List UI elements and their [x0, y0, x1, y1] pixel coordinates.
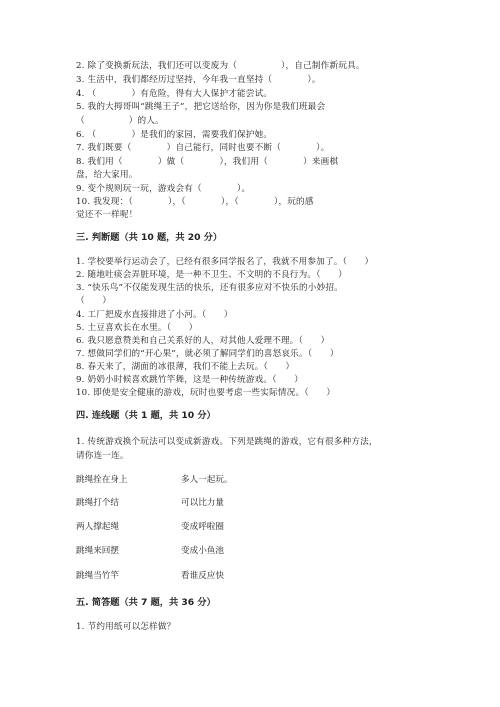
matching-right-item: 变成小鱼池 — [181, 546, 224, 556]
judge-q8: 8. 春天来了，湖面的冰很薄，我们不能上去玩。（ ） — [76, 362, 295, 372]
judge-q6: 6. 我只愿意赞美和自己关系好的人，对其他人爱理不理。（ ） — [76, 336, 330, 346]
judge-q9: 9. 奶奶小时候喜欢跳竹竿舞，这是一种传统游戏。（ ） — [76, 375, 304, 385]
judge-q10: 10. 即使是安全健康的游戏，玩时也要考虑一些实际情况。（ ） — [76, 388, 336, 398]
fill-blank-q5-cont: （ ）的人。 — [76, 116, 164, 126]
judge-q2: 2. 随地吐痰会弄脏环境，是一种不卫生、不文明的不良行为。（ ） — [76, 270, 348, 280]
fill-blank-q8: 8. 我们用（ ）做（ ），我们用（ ）来画棋 — [76, 157, 339, 167]
matching-left-item: 跳绳打个结 — [76, 498, 119, 508]
judge-q3: 3. “快乐鸟”不仅能发现生活的快乐，还有很多应对不快乐的小妙招。 — [76, 283, 343, 293]
judge-q7: 7. 想做同学们的“开心果”，就必须了解同学们的喜怒哀乐。（ ） — [76, 349, 339, 359]
short-answer-heading: 五. 简答题（共 7 题，共 36 分） — [76, 597, 216, 608]
fill-blank-q2: 2. 除了变换新玩法，我们还可以变废为（ ），自己制作新玩具。 — [76, 61, 365, 71]
matching-right-item: 变成呼啦圈 — [181, 522, 224, 532]
matching-left-item: 两人撑起绳 — [76, 522, 119, 532]
judge-q1: 1. 学校要举行运动会了，已经有很多同学报名了，我就不用参加了。（ ） — [76, 257, 374, 267]
fill-blank-q10-cont: 觉还不一样呢！ — [76, 210, 138, 220]
matching-intro-cont: 请你连一连。 — [76, 451, 129, 461]
fill-blank-q9: 9. 变个规则玩一玩，游戏会有（ ）。 — [76, 184, 251, 194]
fill-blank-q3: 3. 生活中，我们都经历过坚持，今年我一直坚持（ ）。 — [76, 75, 321, 85]
matching-right-item: 可以比力量 — [181, 498, 224, 508]
fill-blank-q8-cont: 盘，给大家用。 — [76, 170, 138, 180]
fill-blank-q5: 5. 我的大拇哥叫“跳绳王子”，把它送给你，因为你是我们班最会 — [76, 102, 326, 112]
judge-q5: 5. 土豆喜欢长在水里。（ ） — [76, 323, 198, 333]
matching-heading: 四. 连线题（共 1 题，共 10 分） — [76, 410, 216, 421]
matching-left-item: 跳绳当竹竿 — [76, 571, 119, 581]
matching-right-item: 看谁反应快 — [181, 571, 224, 581]
judge-q4: 4. 工厂把废水直接排进了小河。（ ） — [76, 310, 233, 320]
fill-blank-q7: 7. 我们既要（ ）自己能行，同时也要不断（ ）。 — [76, 143, 330, 153]
matching-intro: 1. 传统游戏换个玩法可以变成新游戏。下列是跳绳的游戏，它有很多种方法， — [76, 437, 378, 447]
judge-heading: 三. 判断题（共 10 题，共 20 分） — [76, 232, 223, 243]
matching-right-item: 多人一起玩。 — [181, 475, 233, 485]
matching-left-item: 跳绳来回摆 — [76, 546, 119, 556]
fill-blank-q10: 10. 我发现：（ ），（ ），（ ），玩的感 — [76, 197, 314, 207]
matching-left-item: 跳绳拴在身上 — [76, 475, 128, 485]
fill-blank-q6: 6. （ ）是我们的家园，需要我们保护她。 — [76, 130, 273, 140]
judge-q3-cont: （ ） — [76, 296, 112, 306]
fill-blank-q4: 4. （ ）有危险，得有大人保护才能尝试。 — [76, 89, 273, 99]
short-answer-q1: 1. 节约用纸可以怎样做？ — [76, 622, 176, 632]
